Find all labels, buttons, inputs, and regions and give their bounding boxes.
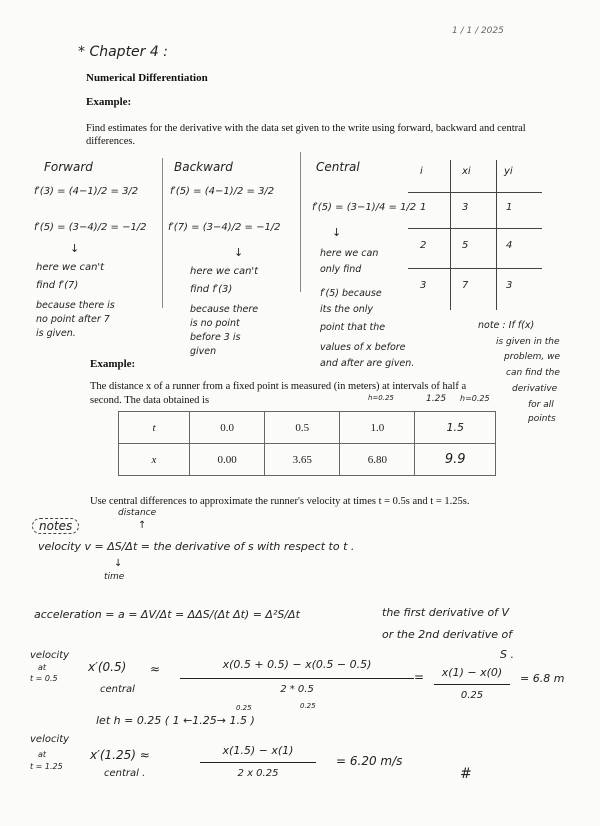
margin-note-center: 1.25	[426, 394, 447, 404]
solution2-result: = 6.20 m/s	[336, 754, 403, 768]
end-mark: #	[460, 766, 472, 782]
forward-heading: Forward	[44, 160, 93, 174]
side-note-4: can find the	[506, 368, 560, 378]
solution1-central: central	[100, 684, 135, 695]
central-note-7: and after are given.	[320, 358, 415, 369]
backward-note-5: before 3 is	[190, 332, 241, 343]
forward-eq2: f′(5) = (3−4)/2 = −1/2	[34, 222, 147, 233]
central-note-3: f′(5) because	[320, 288, 382, 299]
solution2-numerator: x(1.5) − x(1)	[222, 744, 294, 757]
forward-note-1: here we can't	[36, 262, 105, 273]
table-line	[450, 160, 451, 310]
xy-cell: 7	[462, 280, 469, 291]
xy-header-y: yi	[504, 166, 513, 177]
velocity-definition: velocity v = ΔS/Δt = the derivative of s with respect to t .	[38, 540, 355, 553]
forward-note-2: find f′(7)	[36, 280, 79, 291]
solution1-label-1: velocity	[30, 650, 70, 661]
xy-cell: 1	[420, 202, 427, 213]
xy-cell: 1	[506, 202, 513, 213]
backward-note-1: here we can't	[190, 266, 259, 277]
h-definition: let h = 0.25 ( 1 ←1.25→ 1.5 )	[96, 714, 255, 727]
solution1-label-2: at	[38, 663, 47, 672]
fraction-bar	[180, 678, 414, 679]
solution2-denominator: 2 x 0.25	[237, 768, 279, 779]
corner-text: 1 / 1 / 2025	[452, 26, 504, 36]
table-row	[119, 444, 496, 476]
down-arrow-icon: ↓	[70, 242, 80, 255]
central-note-5: point that the	[320, 322, 386, 333]
approx-sign: ≈	[150, 662, 161, 676]
side-note-3: problem, we	[504, 352, 561, 362]
solution2-label-3: t = 1.25	[30, 762, 63, 771]
xy-header-x: xi	[462, 166, 471, 177]
xy-cell: 3	[506, 280, 513, 291]
solution1-mid-numerator: x(1) − x(0)	[441, 666, 503, 679]
acceleration-definition: acceleration = a = ΔV/Δt = ΔΔS/(Δt Δt) = Δ²S/Δt	[34, 608, 300, 621]
side-note-1: note : If f(x)	[478, 320, 535, 331]
table-cell: 1.0	[340, 412, 415, 444]
xy-cell: 3	[462, 202, 469, 213]
up-arrow-icon: ↑	[138, 520, 147, 531]
side-note-6: for all	[528, 400, 554, 410]
table-line	[408, 228, 542, 229]
central-heading: Central	[316, 160, 360, 174]
chapter-title: * Chapter 4 :	[78, 44, 168, 60]
backward-note-6: given	[190, 346, 217, 357]
xy-cell: 5	[462, 240, 469, 251]
xy-cell: 4	[506, 240, 513, 251]
side-note-7: points	[528, 414, 556, 424]
forward-note-5: is given.	[36, 328, 76, 339]
solution1-mid-denominator: 0.25	[460, 690, 484, 701]
distance-label: distance	[118, 508, 157, 518]
example1-label: Example:	[86, 96, 132, 108]
acceleration-comment-1: the first derivative of V	[382, 606, 510, 619]
central-note-1: here we can	[320, 248, 379, 259]
table-line	[408, 192, 542, 193]
example2-prompt-2: second. The data obtained is	[90, 395, 210, 406]
time-label: time	[104, 572, 125, 582]
solution2-lhs: x′(1.25) ≈	[90, 748, 150, 762]
backward-heading: Backward	[174, 160, 233, 174]
fraction-bar	[200, 762, 316, 763]
forward-eq1: f′(3) = (4−1)/2 = 3/2	[34, 186, 139, 197]
table-cell: 0.00	[190, 444, 265, 476]
brace-divider	[162, 158, 163, 308]
solution1-lhs: x′(0.5)	[88, 660, 127, 674]
solution1-denominator: 2 * 0.5	[280, 684, 314, 695]
side-note-2: is given in the	[496, 337, 560, 347]
solution2-central: central .	[104, 768, 146, 779]
table-cell: 9.9	[415, 444, 496, 476]
down-arrow-icon: ↓	[332, 226, 342, 239]
example2-label: Example:	[90, 358, 136, 370]
backward-note-4: is no point	[190, 318, 240, 329]
solution2-label-2: at	[38, 750, 47, 759]
solution1-result: = 6.8 m	[520, 672, 565, 685]
xy-header-i: i	[420, 166, 423, 177]
solution1-label-3: t = 0.5	[30, 674, 58, 683]
backward-note-3: because there	[190, 304, 259, 315]
backward-eq2: f′(7) = (3−4)/2 = −1/2	[168, 222, 281, 233]
table-cell: 3.65	[265, 444, 340, 476]
solution1-numerator: x(0.5 + 0.5) − x(0.5 − 0.5)	[222, 658, 372, 671]
central-eq1: f′(5) = (3−1)/4 = 1/2	[312, 202, 417, 213]
notes-tag: notes	[32, 518, 79, 534]
brace-divider	[300, 152, 301, 292]
equals-sign: =	[414, 670, 425, 684]
xy-cell: 2	[420, 240, 427, 251]
side-note-5: derivative	[512, 384, 558, 394]
acceleration-comment-2: or the 2nd derivative of	[382, 628, 513, 641]
margin-note-h1: h=0.25	[368, 394, 394, 402]
table-cell: t	[119, 412, 190, 444]
example2-question: Use central differences to approximate the runner's velocity at times t = 0.5s and t = 1.25s.	[90, 496, 470, 507]
table-cell: 0.0	[190, 412, 265, 444]
example1-prompt: Find estimates for the derivative with the data set given to the write using forward, backward and central differences.	[86, 123, 526, 147]
h-tick-label: 0.25	[300, 702, 316, 710]
table-cell: 1.5	[415, 412, 496, 444]
backward-eq1: f′(5) = (4−1)/2 = 3/2	[170, 186, 275, 197]
table-cell: 6.80	[340, 444, 415, 476]
down-arrow-icon: ↓	[234, 246, 244, 259]
table-line	[408, 268, 542, 269]
central-note-2: only find	[320, 264, 362, 275]
runner-data-table	[118, 411, 496, 476]
table-cell: x	[119, 444, 190, 476]
solution2-label-1: velocity	[30, 734, 70, 745]
h-tick-label: 0.25	[236, 704, 252, 712]
backward-note-2: find f′(3)	[190, 284, 233, 295]
section-title: Numerical Differentiation	[86, 72, 208, 84]
xy-cell: 3	[420, 280, 427, 291]
forward-note-4: no point after 7	[36, 314, 110, 325]
fraction-bar	[434, 684, 510, 685]
table-line	[496, 160, 497, 310]
forward-note-3: because there is	[36, 300, 115, 311]
central-note-6: values of x before	[320, 342, 406, 353]
central-note-4: its the only	[320, 304, 374, 315]
down-arrow-icon: ↓	[114, 558, 123, 569]
table-row	[119, 412, 496, 444]
example2-prompt-1: The distance x of a runner from a fixed point is measured (in meters) at intervals of half a	[90, 381, 467, 392]
acceleration-comment-3: S .	[500, 648, 514, 661]
margin-note-h2: h=0.25	[460, 394, 490, 403]
table-cell: 0.5	[265, 412, 340, 444]
